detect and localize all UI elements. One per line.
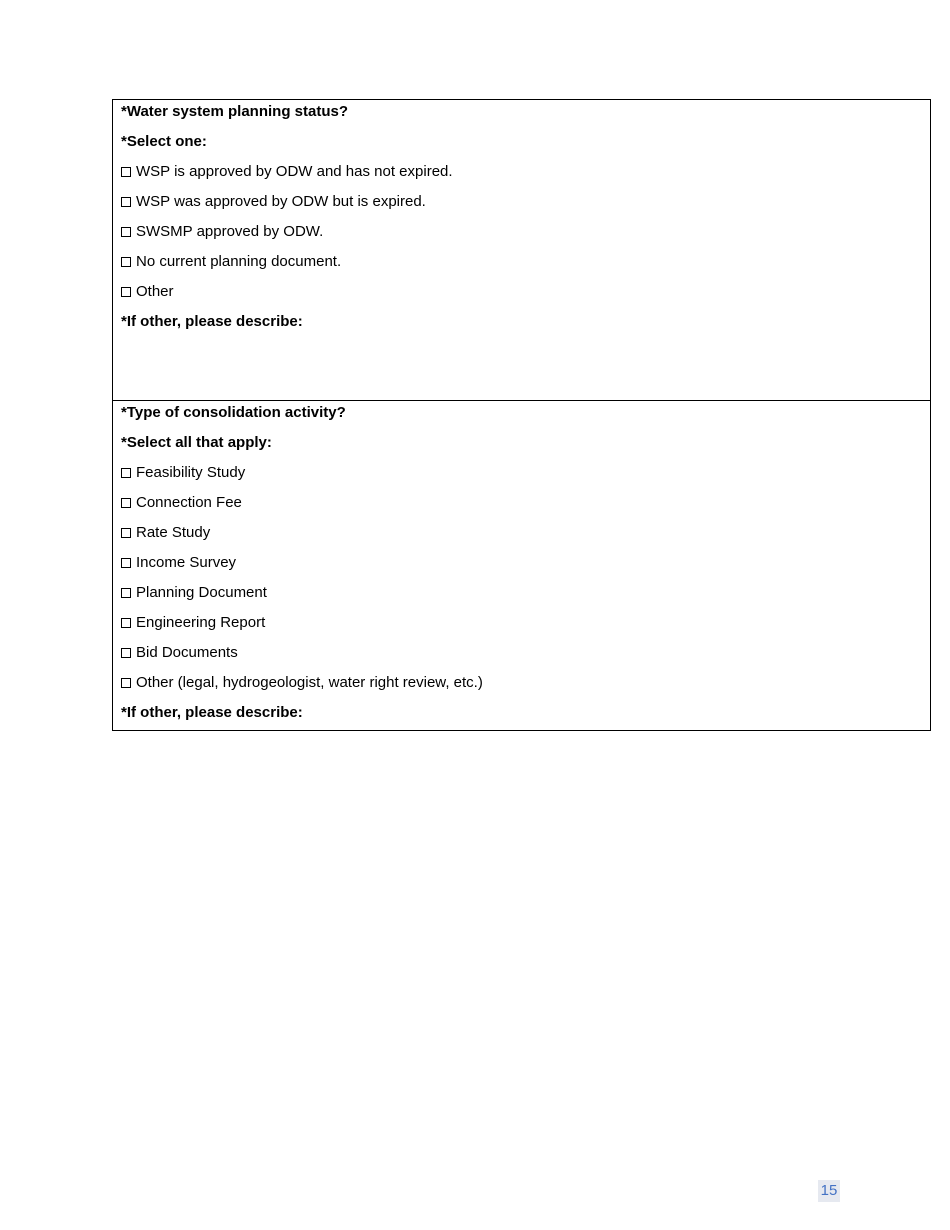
option-swsmp-approved[interactable] xyxy=(121,220,922,250)
checkbox-icon[interactable] xyxy=(121,588,131,598)
checkbox-icon[interactable] xyxy=(121,227,131,237)
option-feasibility-study[interactable] xyxy=(121,461,922,491)
page-number: 15 xyxy=(818,1180,840,1202)
option-engineering-report[interactable] xyxy=(121,611,922,641)
option-label: Planning Document xyxy=(136,584,267,601)
option-label: WSP was approved by ODW but is expired. xyxy=(136,193,426,210)
other-describe-prompt: *If other, please describe: xyxy=(121,704,303,721)
planning-status-section xyxy=(113,100,930,400)
checkbox-icon[interactable] xyxy=(121,528,131,538)
checkbox-icon[interactable] xyxy=(121,257,131,267)
option-label: Engineering Report xyxy=(136,614,266,631)
checkbox-icon[interactable] xyxy=(121,197,131,207)
option-label: Connection Fee xyxy=(136,494,242,511)
option-rate-study[interactable] xyxy=(121,521,922,551)
consolidation-activity-section xyxy=(113,400,930,730)
checkbox-icon[interactable] xyxy=(121,558,131,568)
planning-status-instruction: *Select one: xyxy=(121,133,207,150)
option-label: WSP is approved by ODW and has not expired. xyxy=(136,163,453,180)
option-wsp-expired[interactable] xyxy=(121,190,922,220)
option-income-survey[interactable] xyxy=(121,551,922,581)
checkbox-icon[interactable] xyxy=(121,678,131,688)
option-label: Feasibility Study xyxy=(136,464,246,481)
checkbox-icon[interactable] xyxy=(121,498,131,508)
option-label: Income Survey xyxy=(136,554,237,571)
planning-status-question: *Water system planning status? xyxy=(121,103,348,120)
other-describe-prompt: *If other, please describe: xyxy=(121,313,303,330)
checkbox-icon[interactable] xyxy=(121,287,131,297)
option-connection-fee[interactable] xyxy=(121,491,922,521)
option-other[interactable] xyxy=(121,671,922,701)
checkbox-icon[interactable] xyxy=(121,167,131,177)
checkbox-icon[interactable] xyxy=(121,648,131,658)
consolidation-activity-question: *Type of consolidation activity? xyxy=(121,404,346,421)
form-table xyxy=(112,99,931,731)
option-wsp-approved[interactable] xyxy=(121,160,922,190)
option-label: Rate Study xyxy=(136,524,211,541)
consolidation-activity-instruction: *Select all that apply: xyxy=(121,434,272,451)
checkbox-icon[interactable] xyxy=(121,618,131,628)
option-label: SWSMP approved by ODW. xyxy=(136,223,324,240)
checkbox-icon[interactable] xyxy=(121,468,131,478)
option-label: Other (legal, hydrogeologist, water right review, etc.) xyxy=(136,674,483,691)
option-label: Other xyxy=(136,283,174,300)
option-planning-document[interactable] xyxy=(121,581,922,611)
option-other[interactable] xyxy=(121,280,922,310)
option-no-planning-document[interactable] xyxy=(121,250,922,280)
option-label: No current planning document. xyxy=(136,253,342,270)
option-bid-documents[interactable] xyxy=(121,641,922,671)
option-label: Bid Documents xyxy=(136,644,238,661)
